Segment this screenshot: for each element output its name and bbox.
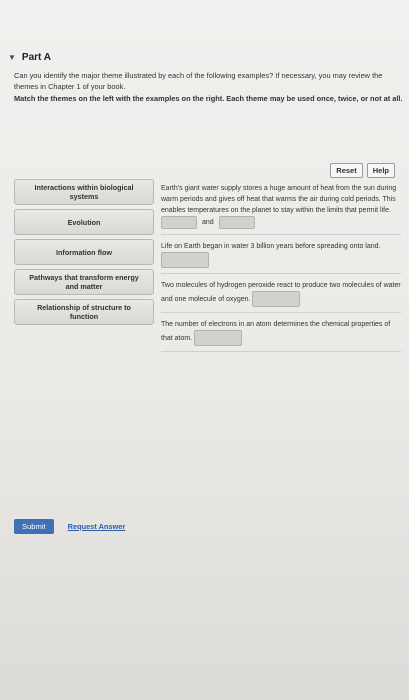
help-button[interactable]: Help [367, 163, 395, 178]
target-text: Two molecules of hydrogen peroxide react to produce two molecules of water and one molecule of oxygen. [161, 282, 401, 303]
target-row-life-water [161, 235, 401, 274]
theme-item-structure-function[interactable] [14, 299, 154, 325]
drop-target[interactable] [252, 291, 300, 307]
theme-label: Evolution [67, 217, 101, 227]
question-instruction: Match the themes on the left with the examples on the right. Each theme may be used once, twice, or not at all. [14, 94, 403, 103]
request-answer-link[interactable]: Request Answer [67, 522, 126, 531]
theme-item-pathways[interactable] [14, 269, 154, 295]
drop-target[interactable] [219, 216, 255, 229]
submit-button[interactable]: Submit [14, 519, 54, 534]
reset-button[interactable]: Reset [330, 163, 362, 178]
action-bar [14, 519, 125, 534]
caret-down-icon[interactable]: ▼ [8, 53, 16, 62]
target-text: Earth's giant water supply stores a huge amount of heat from the sun during warm periods and gives off heat that warms the air during cold periods. This enables temperatures on the planet to stay within the limits that permit life. [161, 185, 397, 214]
drop-target[interactable] [161, 216, 197, 229]
drop-target[interactable] [161, 252, 209, 268]
theme-item-evolution[interactable] [14, 209, 154, 235]
question-text: Can you identify the major theme illustrated by each of the following examples? If necessary, you may review the themes in Chapter 1 of your book. [14, 71, 383, 91]
theme-item-information-flow[interactable] [14, 239, 154, 265]
part-header[interactable] [8, 52, 51, 63]
theme-label: Pathways that transform energy and matter [29, 273, 139, 291]
theme-item-interactions[interactable] [14, 179, 154, 205]
target-text: The number of electrons in an atom determines the chemical properties of that atom. [161, 321, 391, 342]
drop-target[interactable] [194, 330, 242, 346]
target-row-hydrogen-peroxide [161, 274, 401, 313]
toolbar [330, 163, 395, 178]
target-text: Life on Earth began in water 3 billion years before spreading onto land. [161, 243, 381, 250]
theme-label: Relationship of structure to function [37, 303, 131, 321]
theme-label: Interactions within biological systems [34, 183, 134, 201]
theme-bank [14, 179, 154, 329]
target-row-water [161, 181, 401, 235]
target-row-electrons [161, 313, 401, 352]
and-label: and [201, 219, 214, 227]
example-targets [161, 181, 401, 352]
part-title: Part A [21, 52, 52, 63]
theme-label: Information flow [56, 247, 112, 257]
question-prompt [14, 70, 404, 104]
